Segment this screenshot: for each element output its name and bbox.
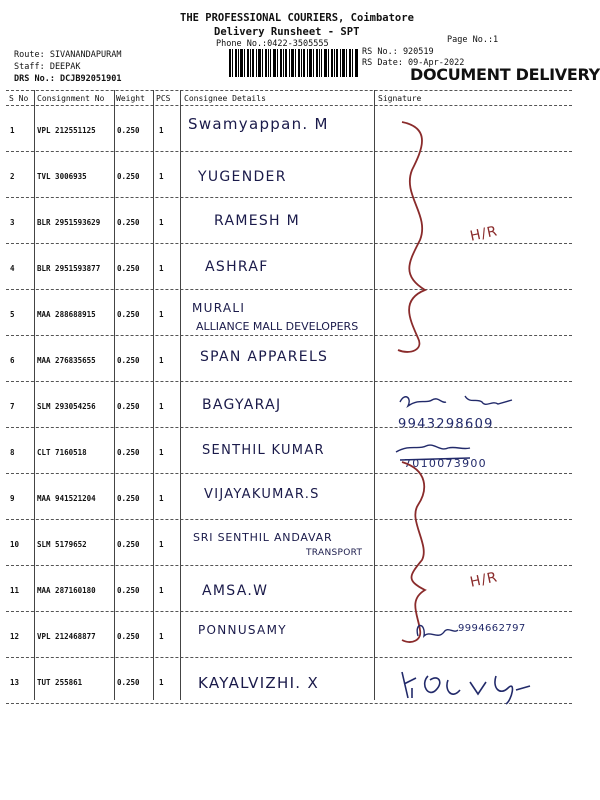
consignee-handwritten: RAMESH M	[214, 213, 301, 229]
cell-sno: 9	[10, 494, 15, 503]
cell-pcs: 1	[159, 218, 164, 227]
route-label: Route: SIVANANDAPURAM	[14, 50, 122, 60]
signature-phone: 9994662797	[458, 623, 526, 634]
cell-consignment: TUT 255861	[37, 678, 83, 687]
cell-weight: 0.250	[117, 310, 140, 319]
cell-consignment: BLR 2951593877	[37, 264, 101, 273]
cell-pcs: 1	[159, 310, 164, 319]
consignee-handwritten: SENTHIL KUMAR	[202, 443, 325, 458]
cell-weight: 0.250	[117, 494, 140, 503]
document-delivery-stamp: DOCUMENT DELIVERY	[410, 65, 600, 84]
hr-red-mark: H/R	[468, 569, 500, 591]
col-header-pcs: PCS	[156, 94, 171, 103]
cell-sno: 13	[10, 678, 20, 687]
col-header-weight: Weight	[116, 94, 145, 103]
cell-weight: 0.250	[117, 126, 140, 135]
cell-pcs: 1	[159, 402, 164, 411]
consignee-handwritten: BAGYARAJ	[202, 397, 282, 413]
cell-weight: 0.250	[117, 402, 140, 411]
cell-sno: 7	[10, 402, 15, 411]
signature-scribble	[402, 672, 530, 704]
cell-pcs: 1	[159, 172, 164, 181]
cell-consignment: MAA 276835655	[37, 356, 96, 365]
cell-sno: 6	[10, 356, 15, 365]
cell-sno: 8	[10, 448, 15, 457]
cell-pcs: 1	[159, 632, 164, 641]
cell-pcs: 1	[159, 448, 164, 457]
cell-consignment: SLM 293054256	[37, 402, 96, 411]
col-header-signature: Signature	[378, 94, 422, 103]
cell-consignment: CLT 7160518	[37, 448, 87, 457]
cell-sno: 2	[10, 172, 15, 181]
cell-consignment: MAA 287160180	[37, 586, 96, 595]
consignee-handwritten: KAYALVIZHI. X	[198, 674, 320, 692]
cell-weight: 0.250	[117, 632, 140, 641]
cell-sno: 4	[10, 264, 15, 273]
signature-scribble	[400, 396, 512, 406]
consignee-handwritten: YUGENDER	[198, 169, 287, 185]
rs-number: RS No.: 920519	[362, 47, 434, 57]
page-number: Page No.:1	[447, 35, 499, 45]
red-brace-mark	[402, 462, 425, 642]
cell-consignment: MAA 941521204	[37, 494, 96, 503]
consignee-handwritten: SRI SENTHIL ANDAVAR	[193, 531, 333, 544]
col-header-consignment: Consignment No	[37, 94, 105, 103]
signature-phone: 7010073900	[404, 457, 487, 470]
cell-consignment: BLR 2951593629	[37, 218, 101, 227]
cell-sno: 1	[10, 126, 15, 135]
consignee-handwritten-line2: TRANSPORT	[306, 548, 363, 558]
company-name: THE PROFESSIONAL COURIERS, Coimbatore	[180, 12, 414, 24]
rs-date: RS Date: 09-Apr-2022	[362, 58, 465, 68]
staff-label: Staff: DEEPAK	[14, 62, 81, 72]
consignee-handwritten: PONNUSAMY	[198, 623, 287, 637]
consignee-handwritten-line2: ALLIANCE MALL DEVELOPERS	[196, 320, 359, 333]
consignee-handwritten: Swamyappan. M	[188, 115, 329, 133]
cell-weight: 0.250	[117, 264, 140, 273]
hr-red-mark: H/R	[468, 223, 500, 245]
cell-weight: 0.250	[117, 218, 140, 227]
consignee-handwritten: SPAN APPARELS	[200, 349, 329, 365]
cell-weight: 0.250	[117, 586, 140, 595]
phone-number: Phone No.:0422-3505555	[216, 39, 329, 49]
cell-weight: 0.250	[117, 356, 140, 365]
cell-sno: 5	[10, 310, 15, 319]
cell-sno: 12	[10, 632, 20, 641]
signature-scribble	[396, 445, 470, 460]
cell-pcs: 1	[159, 540, 164, 549]
cell-weight: 0.250	[117, 448, 140, 457]
cell-pcs: 1	[159, 494, 164, 503]
cell-consignment: TVL 3006935	[37, 172, 87, 181]
cell-weight: 0.250	[117, 172, 140, 181]
drs-number: DRS No.: DCJB92051901	[14, 74, 122, 84]
col-header-consignee: Consignee Details	[184, 94, 266, 103]
cell-consignment: VPL 212468877	[37, 632, 96, 641]
document-title: Delivery Runsheet - SPT	[214, 26, 360, 38]
cell-consignment: VPL 212551125	[37, 126, 96, 135]
cell-pcs: 1	[159, 126, 164, 135]
cell-consignment: MAA 288688915	[37, 310, 96, 319]
cell-sno: 11	[10, 586, 20, 595]
red-brace-mark	[398, 122, 425, 352]
consignee-handwritten: AMSA.W	[202, 583, 269, 599]
consignee-handwritten: ASHRAF	[205, 259, 269, 275]
cell-pcs: 1	[159, 356, 164, 365]
consignee-handwritten: VIJAYAKUMAR.S	[204, 487, 320, 502]
cell-pcs: 1	[159, 678, 164, 687]
cell-sno: 3	[10, 218, 15, 227]
cell-consignment: SLM 5179652	[37, 540, 87, 549]
cell-sno: 10	[10, 540, 20, 549]
signature-scribble	[417, 626, 458, 637]
cell-weight: 0.250	[117, 540, 140, 549]
signature-phone: 9943298609	[398, 417, 494, 432]
consignee-handwritten: MURALI	[192, 301, 246, 315]
cell-pcs: 1	[159, 264, 164, 273]
cell-pcs: 1	[159, 586, 164, 595]
col-header-sno: S No	[9, 94, 29, 103]
cell-weight: 0.250	[117, 678, 140, 687]
